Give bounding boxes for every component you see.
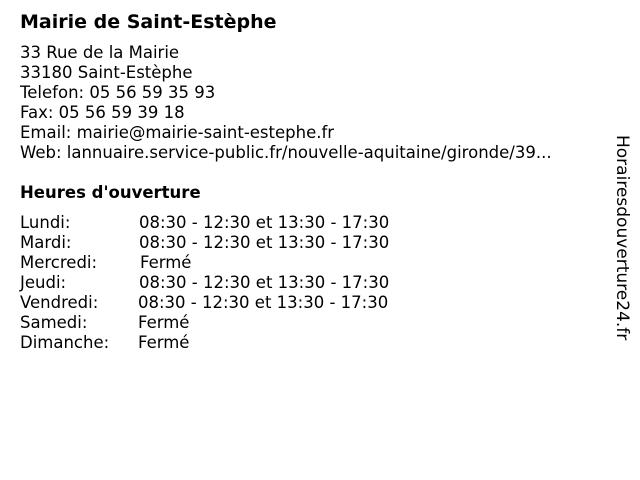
- street-address: 33 Rue de la Mairie: [20, 43, 180, 62]
- day-label: Vendredi:: [20, 293, 99, 312]
- day-hours: 08:30 - 12:30 et 13:30 - 17:30: [139, 233, 390, 252]
- contact-block: [20, 43, 552, 163]
- day-label: Lundi:: [20, 213, 71, 232]
- website-link: Web: lannuaire.service-public.fr/nouvelle-aquitaine/gironde/39...: [20, 143, 552, 162]
- phone-number: Telefon: 05 56 59 35 93: [20, 83, 216, 102]
- day-hours: Fermé: [138, 313, 190, 332]
- day-hours: 08:30 - 12:30 et 13:30 - 17:30: [139, 213, 390, 232]
- day-label: Dimanche:: [20, 333, 110, 352]
- opening-hours-heading: Heures d'ouverture: [20, 183, 201, 202]
- day-label: Jeudi:: [20, 273, 67, 292]
- email-address: Email: mairie@mairie-saint-estephe.fr: [20, 123, 335, 142]
- day-label: Mercredi:: [20, 253, 98, 272]
- day-hours: 08:30 - 12:30 et 13:30 - 17:30: [138, 293, 389, 312]
- day-hours: Fermé: [140, 253, 192, 272]
- day-hours: Fermé: [138, 333, 190, 352]
- day-label: Samedi:: [20, 313, 88, 332]
- site-watermark: Horairesdouverture24.fr: [612, 135, 632, 341]
- page-title: Mairie de Saint-Estèphe: [20, 11, 277, 33]
- city-address: 33180 Saint-Estèphe: [20, 63, 193, 82]
- day-label: Mardi:: [20, 233, 72, 252]
- day-hours: 08:30 - 12:30 et 13:30 - 17:30: [139, 273, 390, 292]
- fax-number: Fax: 05 56 59 39 18: [20, 103, 185, 122]
